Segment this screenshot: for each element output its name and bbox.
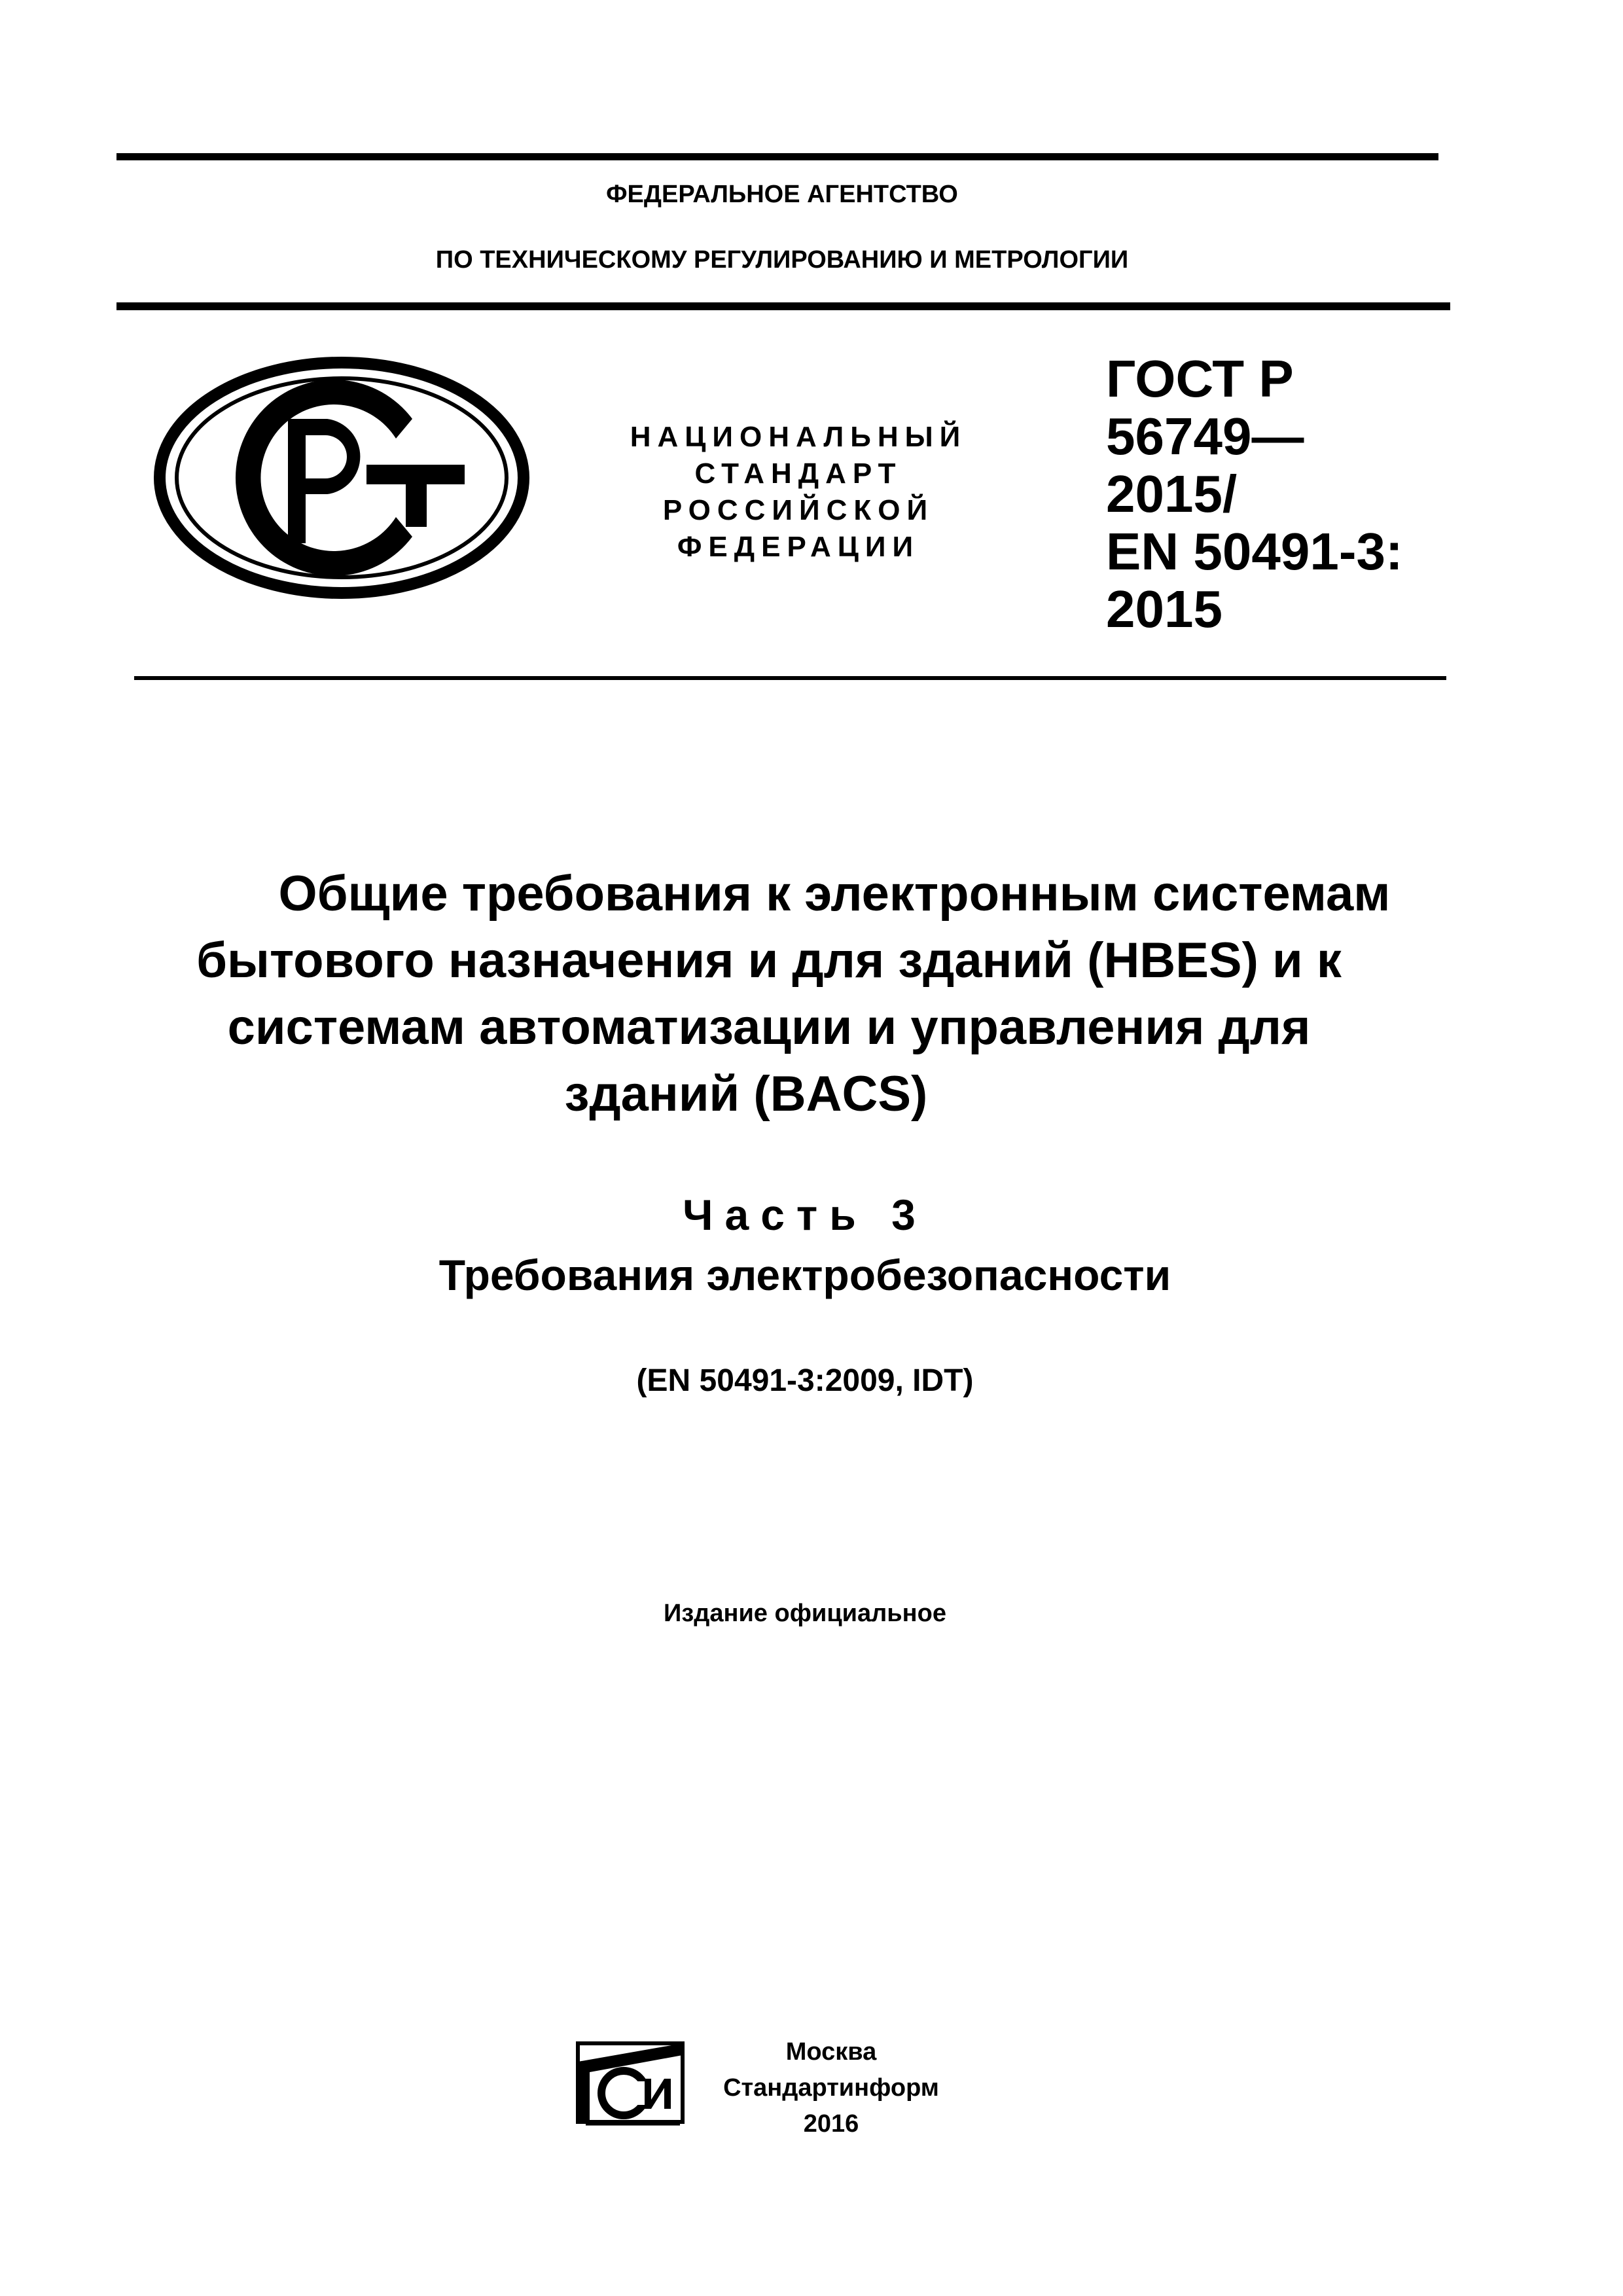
standartinform-logo-icon <box>573 2036 687 2130</box>
designation-line: 2015 <box>1106 580 1222 638</box>
edition-label: Издание официальное <box>664 1600 946 1627</box>
equivalence-note: (EN 50491-3:2009, IDT) <box>636 1363 974 1398</box>
designation-line: EN 50491-3: <box>1106 522 1403 581</box>
top-rule <box>116 153 1438 160</box>
part-heading <box>118 1185 1492 1305</box>
title-line: системам автоматизации и управления для <box>227 999 1311 1055</box>
designation-line: 56749— <box>1106 407 1304 465</box>
national-standard-line: РОССИЙСКОЙ <box>662 494 935 526</box>
publisher-block <box>707 2034 955 2142</box>
national-standard-label <box>569 419 1027 565</box>
national-standard-line: НАЦИОНАЛЬНЫЙ <box>630 421 967 453</box>
title-line: бытового назначения и для зданий (HBES) и к <box>196 933 1342 988</box>
national-standard-line: СТАНДАРТ <box>694 457 902 490</box>
publisher-name: Стандартинформ <box>723 2074 939 2102</box>
document-title <box>118 861 1492 1128</box>
publisher-city: Москва <box>785 2038 877 2066</box>
agency-line-1: ФЕДЕРАЛЬНОЕ АГЕНТСТВО <box>606 181 958 208</box>
title-line: Общие требования к электронным системам <box>278 866 1391 922</box>
part-number: Часть 3 <box>683 1191 927 1239</box>
designation-line: ГОСТ Р <box>1106 350 1294 408</box>
part-name: Требования электробезопасности <box>438 1251 1171 1299</box>
masthead-bottom-rule <box>134 676 1446 680</box>
designation-line: 2015/ <box>1106 465 1238 523</box>
rst-mark-icon <box>154 357 530 599</box>
header-bottom-rule <box>116 302 1450 310</box>
agency-line-2: ПО ТЕХНИЧЕСКОМУ РЕГУЛИРОВАНИЮ И МЕТРОЛОГИИ <box>435 246 1129 274</box>
national-standard-line: ФЕДЕРАЦИИ <box>677 531 920 563</box>
title-line: зданий (BACS) <box>564 1066 928 1122</box>
standard-designation <box>1106 350 1472 638</box>
publisher-year: 2016 <box>803 2110 859 2138</box>
